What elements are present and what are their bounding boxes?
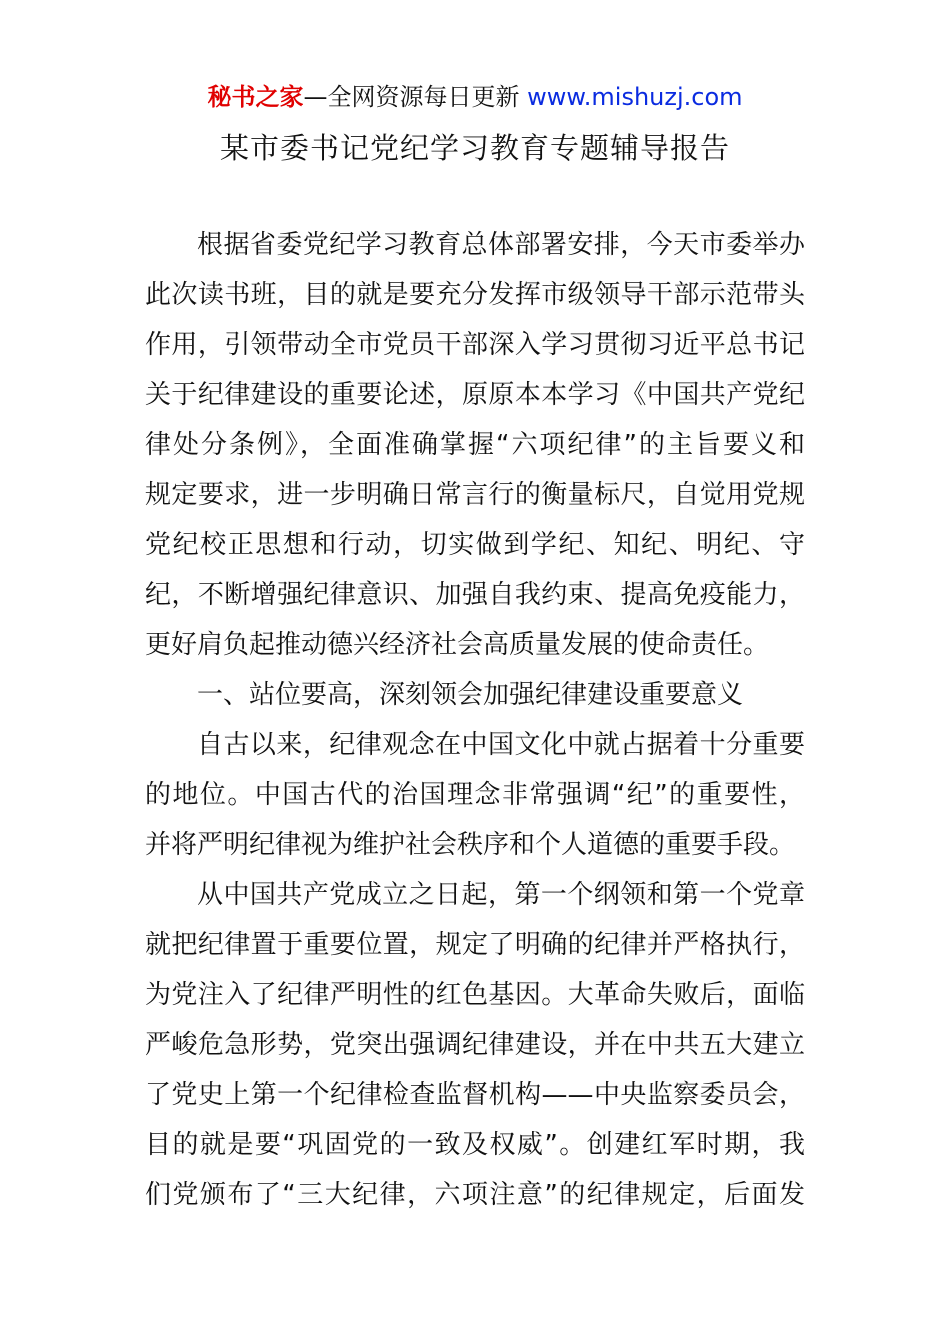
text-line: 并将严明纪律视为维护社会秩序和个人道德的重要手段。 <box>145 830 796 860</box>
text-line: 从中国共产党成立之日起，第一个纲领和第一个党章 <box>197 880 805 910</box>
text-line: 自古以来，纪律观念在中国文化中就占据着十分重要 <box>197 730 805 760</box>
text-line: 党纪校正思想和行动，切实做到学纪、知纪、明纪、守 <box>145 530 805 560</box>
body-paragraph <box>145 870 805 1220</box>
brand-name: 秘书之家 <box>207 83 304 111</box>
text-line: 规定要求，进一步明确日常言行的衡量标尺，自觉用党规 <box>145 480 805 510</box>
body-paragraph <box>145 220 805 670</box>
text-line: 目的就是要“巩固党的一致及权威”。创建红军时期，我 <box>145 1130 805 1160</box>
text-line: 为党注入了纪律严明性的红色基因。大革命失败后，面临 <box>145 980 805 1010</box>
document-title: 某市委书记党纪学习教育专题辅导报告 <box>219 131 730 165</box>
text-line: 了党史上第一个纪律检查监督机构——中央监察委员会， <box>145 1080 805 1110</box>
text-line: 严峻危急形势，党突出强调纪律建设，并在中共五大建立 <box>145 1030 805 1060</box>
text-line: 此次读书班，目的就是要充分发挥市级领导干部示范带头 <box>145 280 805 310</box>
text-line: 们党颁布了“三大纪律，六项注意”的纪律规定，后面发 <box>145 1180 805 1210</box>
site-header-banner <box>0 80 950 114</box>
body-paragraph <box>145 720 805 870</box>
text-line: 就把纪律置于重要位置，规定了明确的纪律并严格执行， <box>145 930 805 960</box>
header-tagline: —全网资源每日更新 <box>303 83 520 111</box>
text-line: 一、站位要高，深刻领会加强纪律建设重要意义 <box>197 680 744 710</box>
site-url-link[interactable]: www.mishuzj.com <box>527 83 743 111</box>
document-body <box>145 220 805 1220</box>
section-heading <box>145 670 805 720</box>
text-line: 纪，不断增强纪律意识、加强自我约束、提高免疫能力， <box>145 580 805 610</box>
text-line: 律处分条例》，全面准确掌握“六项纪律”的主旨要义和 <box>145 430 805 460</box>
text-line: 关于纪律建设的重要论述，原原本本学习《中国共产党纪 <box>145 380 805 410</box>
text-line: 更好肩负起推动德兴经济社会高质量发展的使命责任。 <box>145 630 770 660</box>
text-line: 的地位。中国古代的治国理念非常强调“纪”的重要性， <box>145 780 805 810</box>
text-line: 作用，引领带动全市党员干部深入学习贯彻习近平总书记 <box>145 330 805 360</box>
text-line: 根据省委党纪学习教育总体部署安排，今天市委举办 <box>197 230 805 260</box>
